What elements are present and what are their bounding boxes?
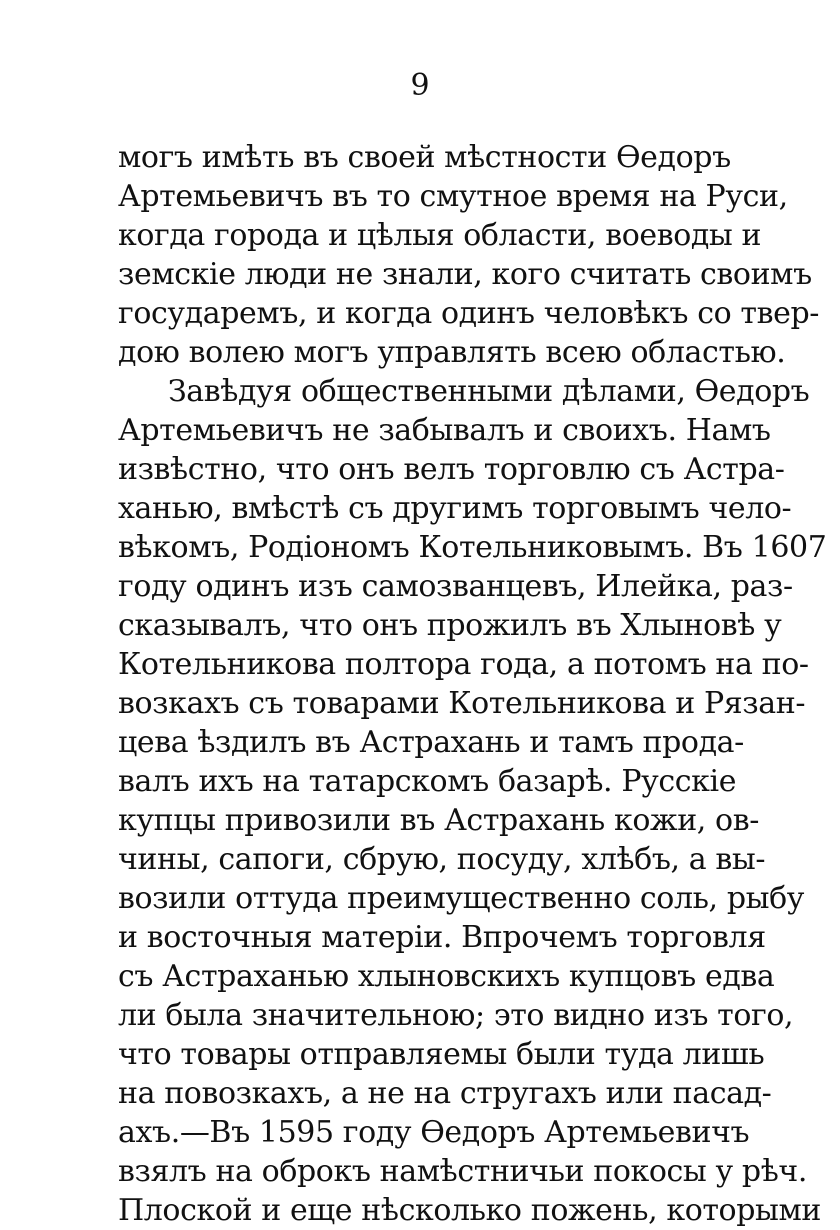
text-line: Котельникова полтора года, а потомъ на по- [118, 647, 809, 682]
text-line: государемъ, и когда одинъ человѣкъ со твер- [118, 296, 819, 331]
text-line: чины, сапоги, сбрую, посуду, хлѣбъ, а вы- [118, 842, 766, 877]
text-line: году одинъ изъ самозванцевъ, Илейка, раз- [118, 569, 793, 604]
text-line: сказывалъ, что онъ прожилъ въ Хлыновѣ у [118, 608, 782, 643]
text-line: ли была значительною; это видно изъ того, [118, 998, 794, 1033]
text-line: возкахъ съ товарами Котельникова и Рязан- [118, 686, 806, 721]
text-line: Артемьевичъ не забывалъ и своихъ. Намъ [118, 413, 771, 448]
text-line: валъ ихъ на татарскомъ базарѣ. Русскіе [118, 764, 737, 799]
text-line: ахъ.—Въ 1595 году Ѳедоръ Артемьевичъ [118, 1115, 750, 1150]
text-line: взялъ на оброкъ намѣстничьи покосы у рѣч. [118, 1154, 807, 1189]
text-line: что товары отправляемы были туда лишь [118, 1037, 765, 1072]
text-line: Артемьевичъ въ то смутное время на Руси, [118, 179, 788, 214]
text-line: когда города и цѣлыя области, воеводы и [118, 218, 762, 253]
paragraph-start-line: Завѣдуя общественными дѣлами, Ѳедоръ [168, 374, 810, 409]
page-number: 9 [410, 68, 430, 103]
text-line: цева ѣздилъ въ Астрахань и тамъ прода- [118, 725, 744, 760]
text-line: извѣстно, что онъ велъ торговлю съ Астра- [118, 452, 785, 487]
text-line: ханью, вмѣстѣ съ другимъ торговымъ чело- [118, 491, 792, 526]
text-line: могъ имѣть въ своей мѣстности Ѳедоръ [118, 140, 731, 175]
text-line: вѣкомъ, Родіономъ Котельниковымъ. Въ 1607 [118, 530, 827, 565]
text-line: земскіе люди не знали, кого считать своимъ [118, 257, 812, 292]
text-line: Плоской и еще нѣсколько пожень, которыми [118, 1193, 822, 1228]
text-line: купцы привозили въ Астрахань кожи, ов- [118, 803, 759, 838]
text-line: возили оттуда преимущественно соль, рыбу [118, 881, 805, 916]
text-line: дою волею могъ управлять всею областью. [118, 335, 786, 370]
text-line: и восточныя матеріи. Впрочемъ торговля [118, 920, 766, 955]
text-line: на повозкахъ, а не на стругахъ или пасад- [118, 1076, 772, 1111]
body-text [118, 138, 827, 1230]
text-line: съ Астраханью хлыновскихъ купцовъ едва [118, 959, 775, 994]
